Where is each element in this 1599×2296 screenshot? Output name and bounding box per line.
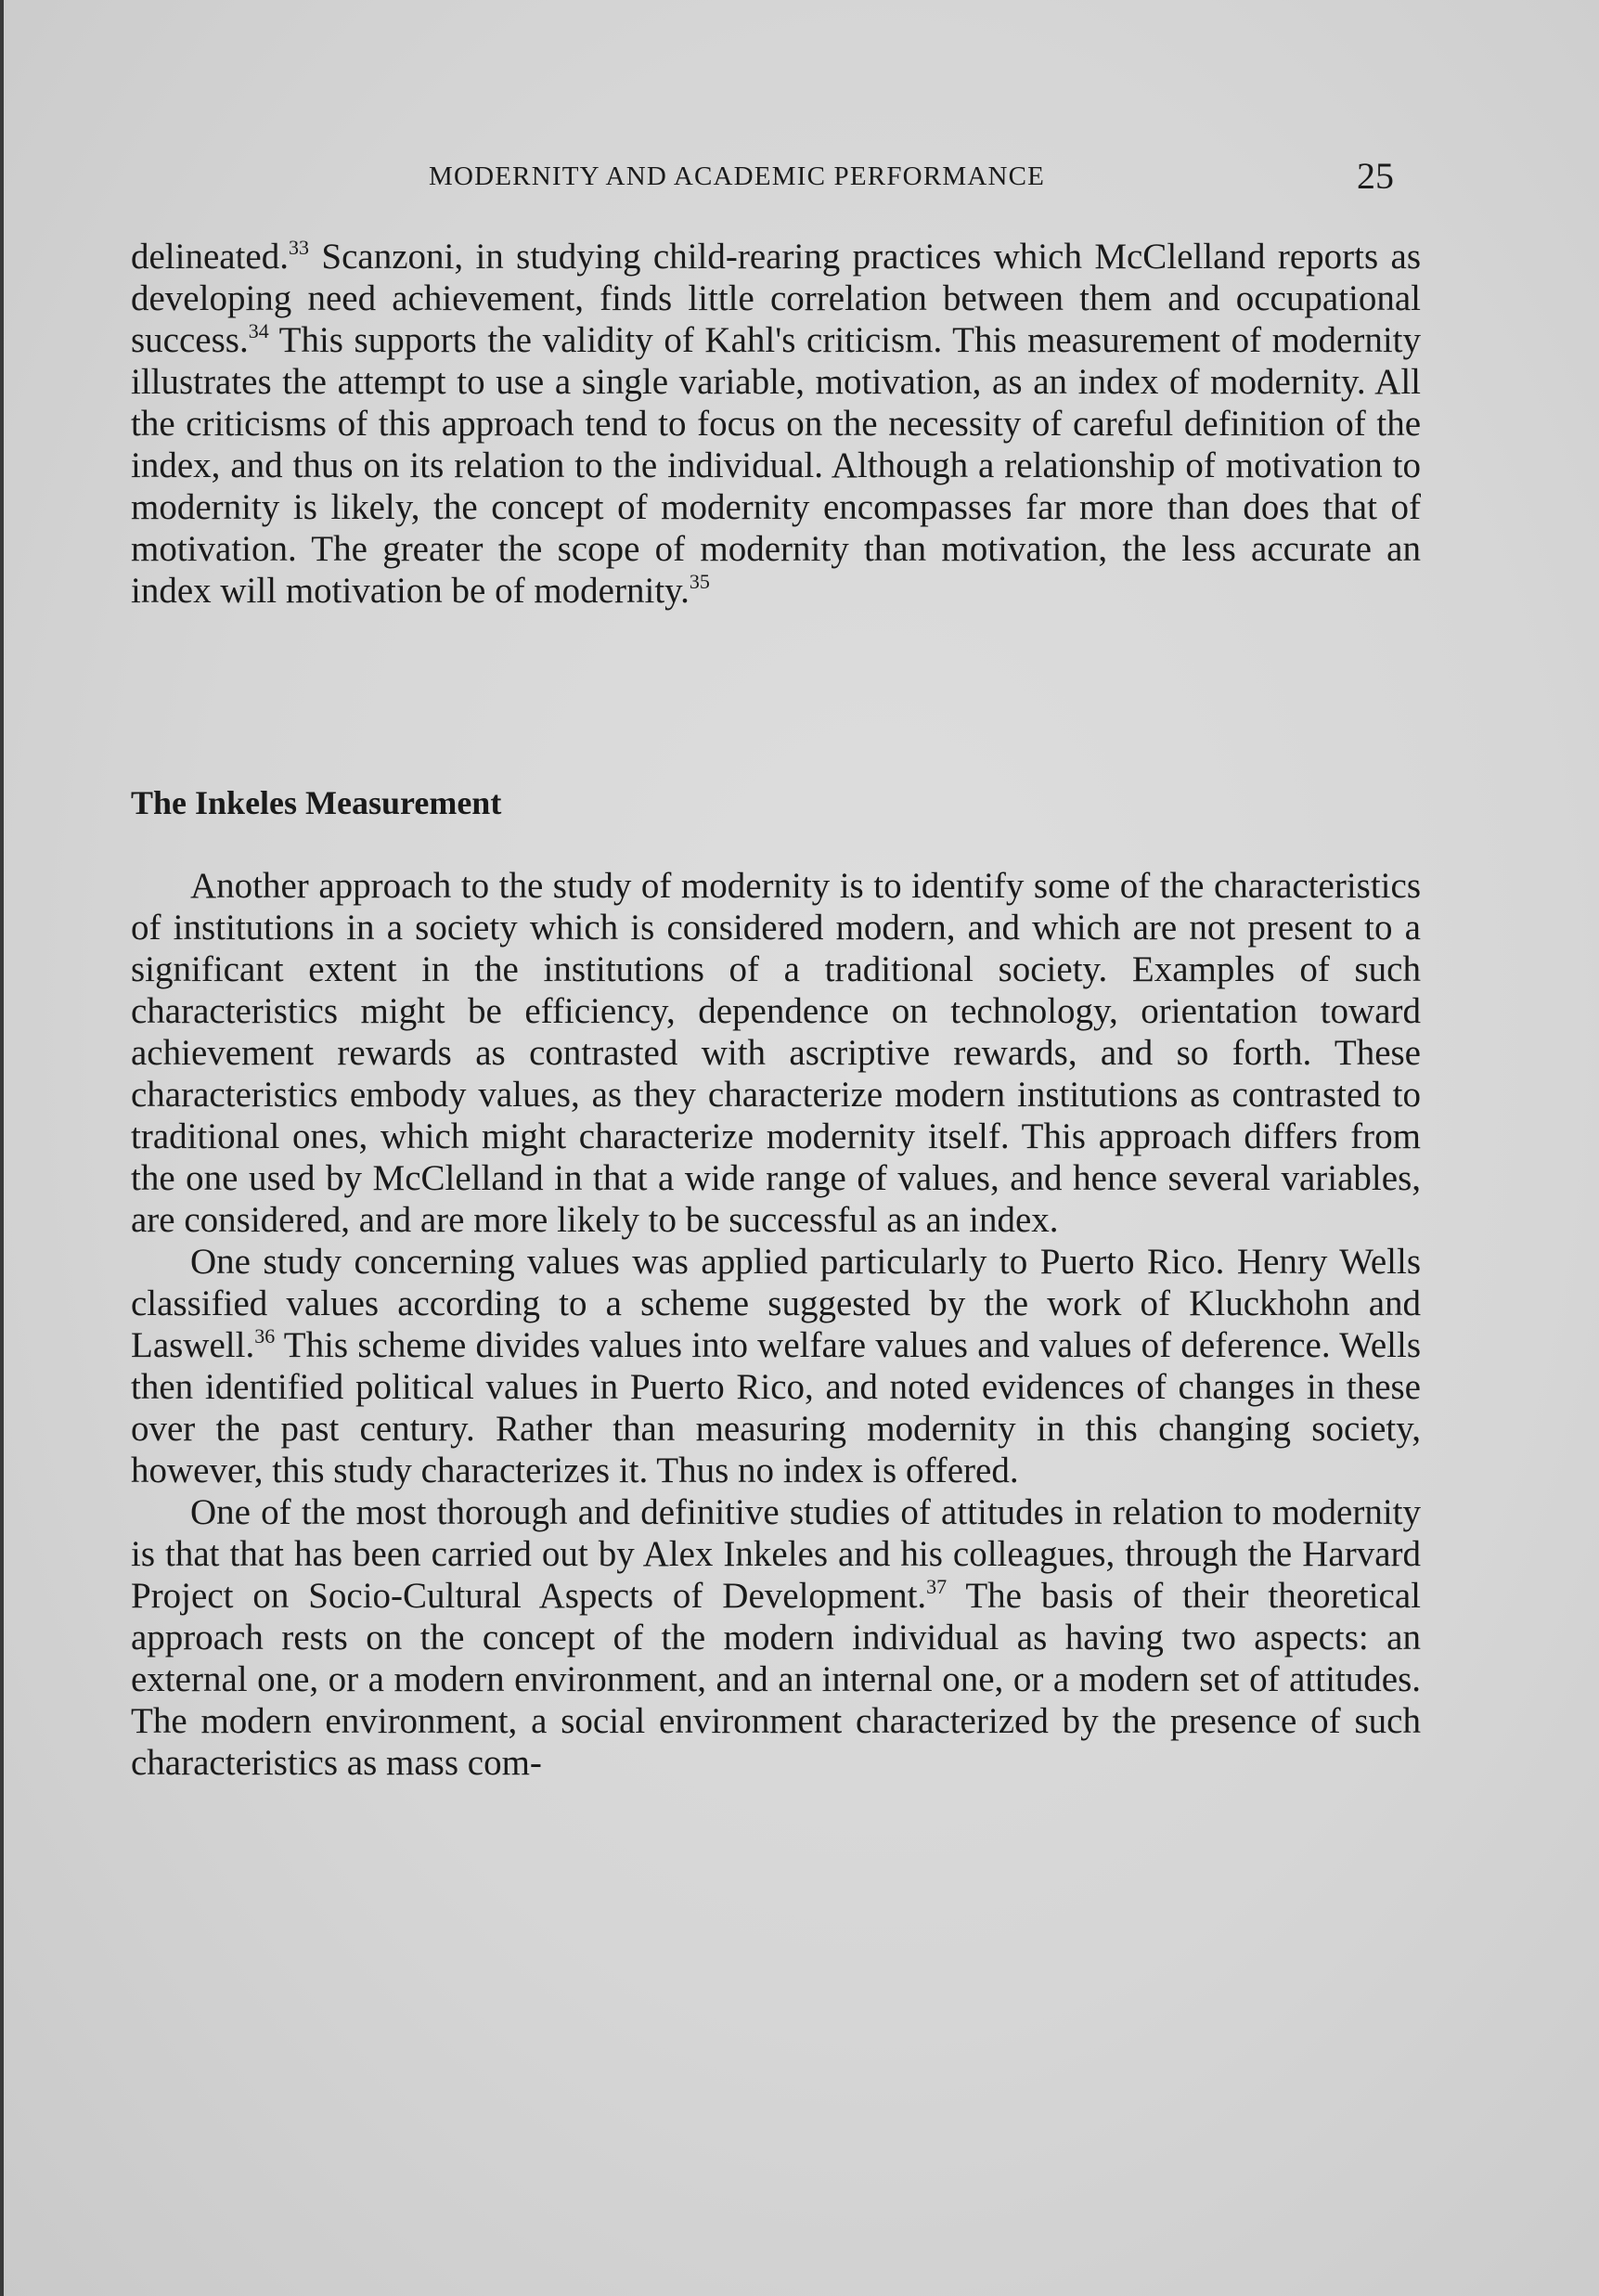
paragraph-4: [131, 1491, 1421, 1784]
para3-text-b: This scheme divides values into welfare values and values of deference. Wells then identified political values in Puerto Rico, and noted evidences of changes in these over the past century. Rather than measuring modernity in this changing society, however, this study characterizes it. Thus no index is offered.: [131, 1325, 1421, 1490]
paragraph-1-text: [131, 236, 1421, 612]
para1-text-c: This supports the validity of Kahl's criticism. This measurement of modernity illustrates the attempt to use a single variable, motivation, as an index of modernity. All the criticisms of this approach tend to focus on the necessity of careful definition of the index, and thus on its relation to the individual. Although a relationship of motivation to modernity is likely, the concept of modernity encompasses far more than does that of motivation. The greater the scope of modernity than motivation, the less accurate an index will motivation be of modernity.: [131, 320, 1421, 611]
footnote-ref-37: 37: [926, 1575, 948, 1598]
footnote-ref-33: 33: [289, 236, 309, 259]
para4-text-a: One of the most thorough and definitive studies of attitudes in relation to modernity is that that has been carried out by Alex Inkeles and his colleagues, through the Harvard Project on Socio-Cultural Aspects of Development.: [131, 1492, 1421, 1616]
para1-text-b: Scanzoni, in studying child-rearing practices which McClelland reports as developing need achievement, finds little correlation between them and occupational success.: [131, 237, 1421, 360]
footnote-ref-36: 36: [254, 1324, 276, 1348]
para4-text-b: The basis of their theoretical approach rests on the concept of the modern individual as having two aspects: an external one, or a modern environment, and an internal one, or a modern set of attitudes. The modern environment, a social environment characterized by the presence of such characteristics as mass com-: [131, 1576, 1421, 1783]
running-head: MODERNITY AND ACADEMIC PERFORMANCE: [429, 161, 1046, 191]
section-body: [131, 865, 1421, 1784]
paragraph-2: Another approach to the study of modernity is to identify some of the characteristics of institutions in a society which is considered modern, and which are not present to a significant extent in the institutions of a traditional society. Examples of such characteristics might be efficiency, dependence on technology, orientation toward achievement rewards as contrasted with ascriptive rewards, and so forth. These characteristics embody values, as they characterize modern institutions as contrasted to traditional ones, which might characterize modernity itself. This approach differs from the one used by McClelland in that a wide range of values, and hence several variables, are considered, and are more likely to be successful as an index.: [131, 866, 1421, 1240]
para1-text-a: delineated.: [131, 237, 289, 277]
section-heading: The Inkeles Measurement: [131, 784, 502, 821]
footnote-ref-34: 34: [248, 319, 269, 342]
paragraph-3: [131, 1241, 1421, 1491]
page-edge: [0, 0, 4, 2296]
page-number: 25: [1357, 155, 1394, 197]
para3-text-a: One study concerning values was applied particularly to Puerto Rico. Henry Wells classified values according to a scheme suggested by the work of Kluckhohn and Laswell.: [131, 1242, 1421, 1365]
paragraph-1: [131, 236, 1421, 612]
footnote-ref-35: 35: [689, 570, 710, 593]
